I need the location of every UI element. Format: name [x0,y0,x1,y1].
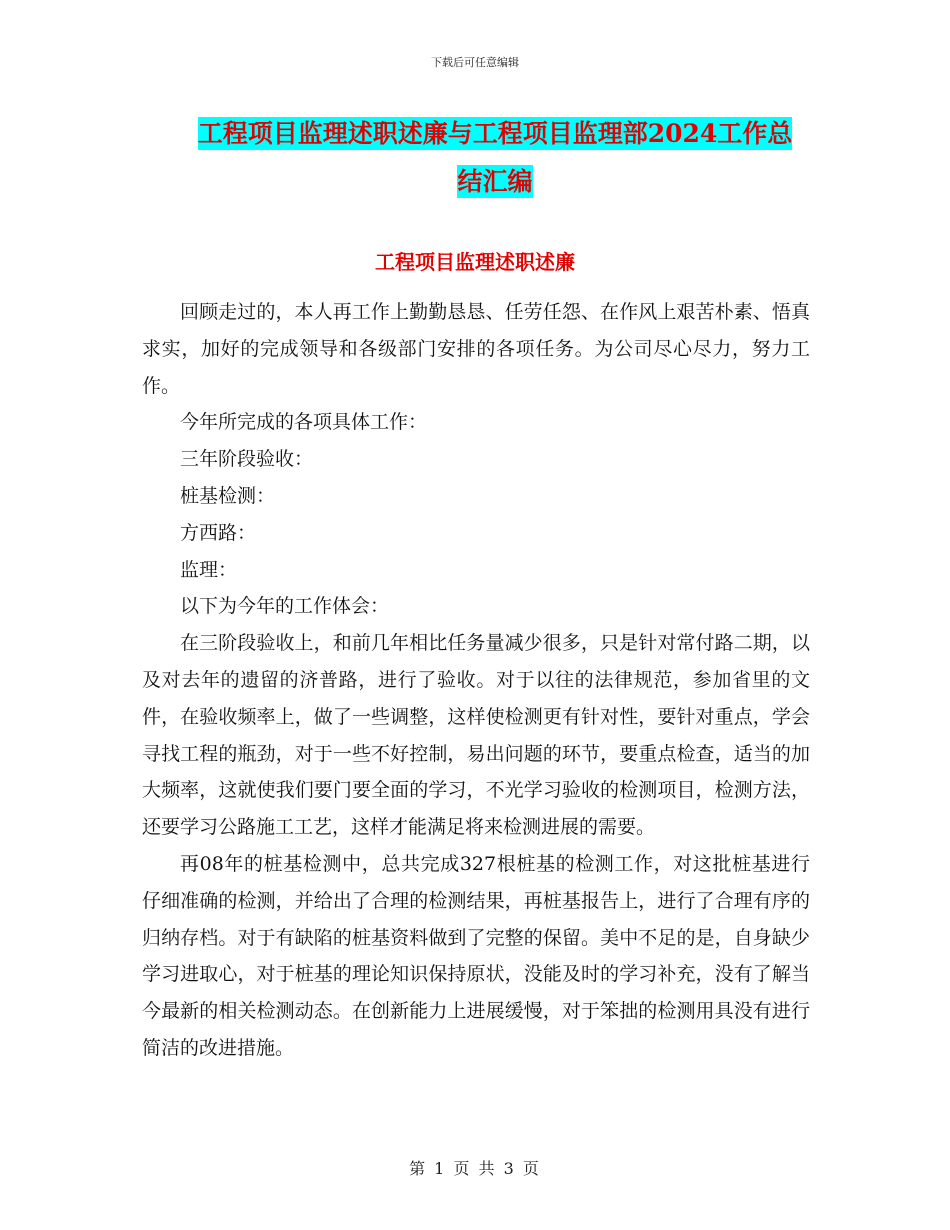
paragraph: 以下为今年的工作体会： [180,595,390,618]
title-line-2: 结汇编 [457,167,533,196]
header-note: 下载后可任意编辑 [431,56,519,69]
paragraph: 方西路： [180,521,257,544]
title-line-1: 工程项目监理述职述廉与工程项目监理部2024工作总 [197,119,793,148]
paragraph: 在三阶段验收上，和前几年相比任务量减少很多，只是针对常付路二期，以及对去年的遗留的济普路，进行了验收。对于以往的法律规范，参加省里的文件，在验收频率上，做了一些调整，这样使检测更有针对性，要针对重点，学会寻找工程的瓶劲，对于一些不好控制，易出问题的环节，要重点检查，适当的加大频率，这就使我们要门要全面的学习，不光学习验收的检测项目，检测方法，还要学习公路施工工艺，这样才能满足将来检测进展的需要。 [142,632,810,839]
paragraph: 回顾走过的，本人再工作上勤勤恳恳、任劳任怨、在作风上艰苦朴素、悟真求实，加好的完成领导和各级部门安排的各项任务。为公司尽心尽力，努力工作。 [142,301,810,397]
document-title [140,110,850,206]
paragraph: 再08年的桩基检测中，总共完成327根桩基的检测工作，对这批桩基进行仔细准确的检测，并给出了合理的检测结果，再桩基报告上，进行了合理有序的归纳存档。对于有缺陷的桩基资料做到了完整的保留。美中不足的是，自身缺少学习进取心，对于桩基的理论知识保持原状，没能及时的学习补充，没有了解当今最新的相关检测动态。在创新能力上进展缓慢，对于笨拙的检测用具没有进行简洁的改进措施。 [142,852,810,1059]
page-footer: 第 1 页 共 3 页 [409,1159,541,1178]
paragraph: 桩基检测： [180,484,276,507]
paragraph: 今年所完成的各项具体工作： [180,411,428,434]
paragraph: 监理： [180,558,238,581]
section-title: 工程项目监理述职述廉 [375,250,575,274]
document-body [142,294,810,1067]
paragraph: 三年阶段验收： [180,448,314,471]
